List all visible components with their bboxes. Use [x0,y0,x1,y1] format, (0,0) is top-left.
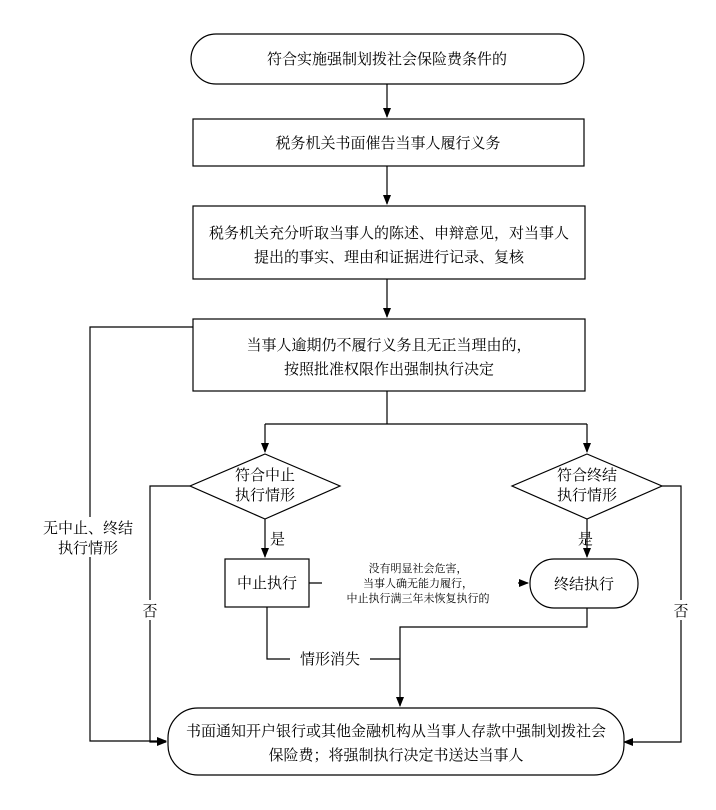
terminate-execution-node [530,559,638,608]
terminate-decision-node [512,454,662,519]
suspend-execution-label: 中止执行 [236,574,298,592]
final-node [168,708,624,775]
step-urge-label: 税务机关书面催告当事人履行义务 [275,134,501,152]
step-decision-node [193,319,585,391]
step-hearing-line-1: 税务机关充分听取当事人的陈述、申辩意见，对当事人 [208,224,570,242]
suspend-execution-node [225,559,309,607]
no-suspend-label-line-1: 无中止、终结 [42,519,134,537]
terminate-yes-label: 是 [578,530,594,548]
step-urge-node [193,119,584,166]
terminate-decision-line-1: 符合终结 [556,466,618,484]
suspend-to-terminate-line-2: 当事人确无能力履行， [363,577,473,590]
suspend-no-label: 否 [142,602,158,620]
terminate-decision-line-2: 执行情形 [556,486,618,504]
terminate-execution-label: 终结执行 [553,575,615,593]
suspend-decision-line-1: 符合中止 [234,466,296,484]
final-node-line-1: 书面通知开户银行或其他金融机构从当事人存款中强制划拨社会 [185,722,607,740]
suspend-decision-node [190,454,340,519]
start-node [191,34,584,84]
suspend-yes-label: 是 [270,530,286,548]
final-node-line-2: 保险费；将强制执行决定书送达当事人 [268,746,524,764]
start-node-label: 符合实施强制划拨社会保险费条件的 [266,50,508,68]
step-decision-line-2: 按照批准权限作出强制执行决定 [283,360,495,378]
suspend-to-terminate-line-3: 中止执行满三年未恢复执行的 [346,592,490,605]
step-decision-line-1: 当事人逾期仍不履行义务且无正当理由的， [246,336,532,354]
situation-gone-label: 情形消失 [299,650,361,668]
step-hearing-line-2: 提出的事实、理由和证据进行记录、复核 [253,248,525,266]
step-hearing-node [193,206,585,279]
arrow-terminate-to-final [400,608,587,706]
terminate-no-label: 否 [673,602,689,620]
suspend-to-terminate-line-1: 没有明显社会危害， [368,562,468,575]
suspend-decision-line-2: 执行情形 [234,486,296,504]
no-suspend-label-line-2: 执行情形 [57,539,119,557]
